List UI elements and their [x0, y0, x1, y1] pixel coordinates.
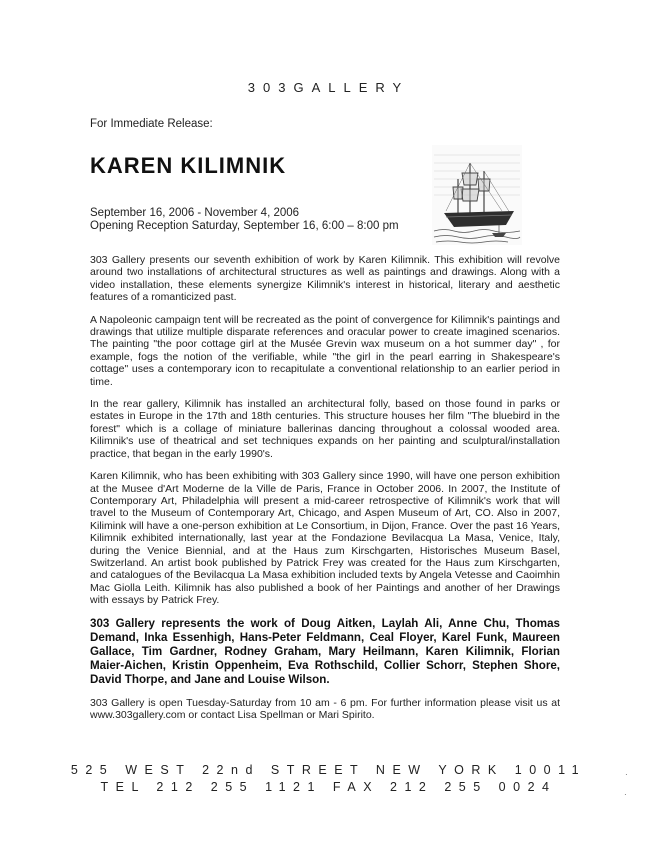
release-label: For Immediate Release: [90, 118, 213, 130]
gallery-letterhead: 303GALLERY [247, 80, 410, 95]
paragraph-biography: Karen Kilimnik, who has been exhibiting with 303 Gallery since 1990, will have one person exhibition at the Musee d'Art Moderne de la Ville de Paris, France in October 2006. In 2007, the Institute of Contemporary Art, Philadelphia will present a mid-career retrospective of Kilimnik's work that will travel to the Museum of Contemporary Art, Chicago, and Aspen Museum of Art, CO. Also in 2007, Kilimink will have a one-person exhibition at Le Consortium, in Dijon, France. Over the past 16 Years, Kilimnik exhibited internationally, last year at the Fondazione Bevilacqua La Masa, Venice, Italy, during the Venice Biennial, and at the Haus zum Kirschgarten, Historisches Museum Basel, Switzerland. An artist book published by Patrick Frey was created for the Haus zum Kirschgarten, and catalogues of the Bevilacqua La Masa exhibition included texts by Angela Vetesse and Caoimhin Mac Giolla Leith. Kilimnik has also published a book of her Paintings and another of her Drawings with essays by Patrick Frey. [90, 470, 560, 607]
scan-speck: · [624, 790, 627, 799]
paragraph-campaign-tent: A Napoleonic campaign tent will be recreated as the point of convergence for Kilimnik's paintings and drawings that utilize multiple disparate references and oracular power to create imagined scenarios. The painting "the poor cottage girl at the Musée Grevin wax museum on a hot summer day" , for example, fogs the notion of the verifiable, while "the girl in the pearl earring in Shakespeare's cottage" uses a contemporary icon to recapitulate a conventional relationship to an earlier period in time. [90, 313, 560, 388]
exhibition-run-dates: September 16, 2006 - November 4, 2006 [90, 207, 300, 219]
exhibition-dates [90, 207, 399, 233]
gallery-address [0, 762, 657, 796]
paragraph-intro: 303 Gallery presents our seventh exhibition of work by Karen Kilimnik. This exhibition will revolve around two installations of architectural structures as well as paintings and drawings. Along with a video installation, these elements synergize Kilimnik's interest in historical, literary and aesthetic features of a romanticized past. [90, 254, 560, 304]
gallery-artists-list: 303 Gallery represents the work of Doug Aitken, Laylah Ali, Anne Chu, Thomas Demand, Inka Essenhigh, Hans-Peter Feldmann, Ceal Floyer, Karel Funk, Maureen Gallace, Tim Gardner, Rodney Graham, Mary Heilmann, Karen Kilimnik, Florian Maier-Aichen, Kristin Oppenheim, Eva Rothschild, Collier Schorr, Stephen Shore, David Thorpe, and Jane and Louise Wilson. [90, 616, 560, 686]
sailing-ship-icon [432, 145, 522, 245]
artist-name: KAREN KILIMNIK [90, 153, 287, 178]
scan-speck: · [625, 770, 628, 779]
street-address: 525 WEST 22nd STREET NEW YORK 10011 [70, 763, 587, 777]
phone-fax: TEL 212 255 1121 FAX 212 255 0024 [100, 780, 557, 794]
press-release-body [90, 254, 560, 731]
paragraph-rear-gallery: In the rear gallery, Kilimnik has installed an architectural folly, based on those found in parks or estates in Europe in the 17th and 18th centuries. This structure houses her film "The bluebird in the forest" which is a collage of miniature ballerinas dancing throughout a colossal wooded area. Kilimnik's use of theatrical and set techniques expands on her painting and sculptural/installation practice, that began in the early 1990's. [90, 398, 560, 460]
opening-reception: Opening Reception Saturday, September 16, 6:00 – 8:00 pm [90, 220, 399, 232]
gallery-hours-contact: 303 Gallery is open Tuesday-Saturday from 10 am - 6 pm. For further information please visit us at www.303gallery.com or contact Lisa Spellman or Mari Spirito. [90, 696, 560, 721]
